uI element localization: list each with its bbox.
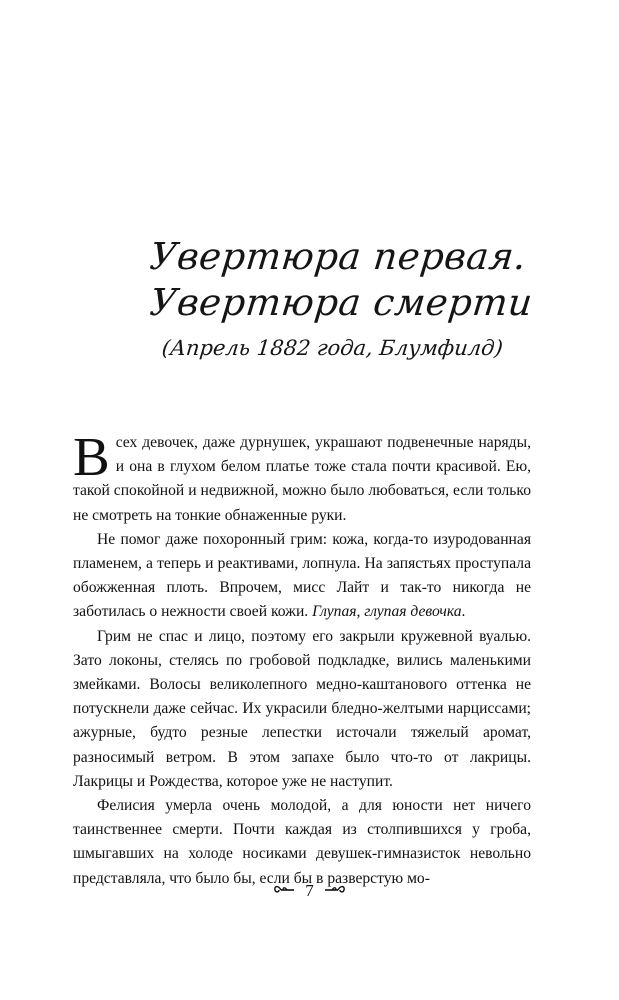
chapter-subtitle: (Апрель 1882 года, Блумфилд) xyxy=(160,336,505,360)
paragraph-2 xyxy=(73,528,531,625)
page-footer xyxy=(0,880,619,901)
chapter-heading xyxy=(147,232,535,362)
paragraph-2-italic: Глупая, глупая девочка xyxy=(312,603,462,621)
body-text xyxy=(73,426,531,891)
paragraph-3: Грим не спас и лицо, поэтому его закрыли кружевной вуалью. Зато локоны, стелясь по гробовой подкладке, вились маленькими змейками. Волосы великолепного медно-каштанового оттенка не потускнели даже сейчас. Их украсили бледно-желтыми нарциссами; ажурные, будто резные лепестки источали тяжелый аромат, разносимый ветром. В этом запахе было что-то от лакрицы. Лакрицы и Рождества, которое уже не наступит. xyxy=(73,627,531,790)
paragraph-2-end: . xyxy=(461,603,466,621)
scroll-ornament-left-icon xyxy=(273,881,295,901)
scroll-ornament-right-icon xyxy=(324,881,346,901)
chapter-title-line-2: Увертюра смерти xyxy=(147,281,535,324)
page-number: 7 xyxy=(305,881,314,901)
paragraph-1-text: сех девочек, даже дурнушек, украшают подвенечные наряды, и она в глухом белом платье тоже стала почти красивой. Ею, такой спокойной и недвижной, можно было любоваться, если только не смотреть на тонкие обнаженные руки. xyxy=(73,434,531,524)
paragraph-4: Фелисия умерла очень молодой, а для юности нет ничего таинственнее смерти. Почти каждая из столпившихся у гроба, шмыгавших на холоде носиками девушек-гимназисток невольно представляла, что было бы, если бы в разверстую мо- xyxy=(73,797,531,887)
paragraph-1 xyxy=(73,426,531,528)
paragraph-2-text: Не помог даже похоронный грим: кожа, когда-то изуродованная пламенем, а теперь и реактивами, лопнула. На запястьях проступала обожженная плоть. Впрочем, мисс Лайт и так-то никогда не заботилась о нежности своей кожи. xyxy=(73,530,531,621)
drop-cap: В xyxy=(73,426,110,487)
chapter-title-line-1: Увертюра первая. xyxy=(147,235,529,278)
